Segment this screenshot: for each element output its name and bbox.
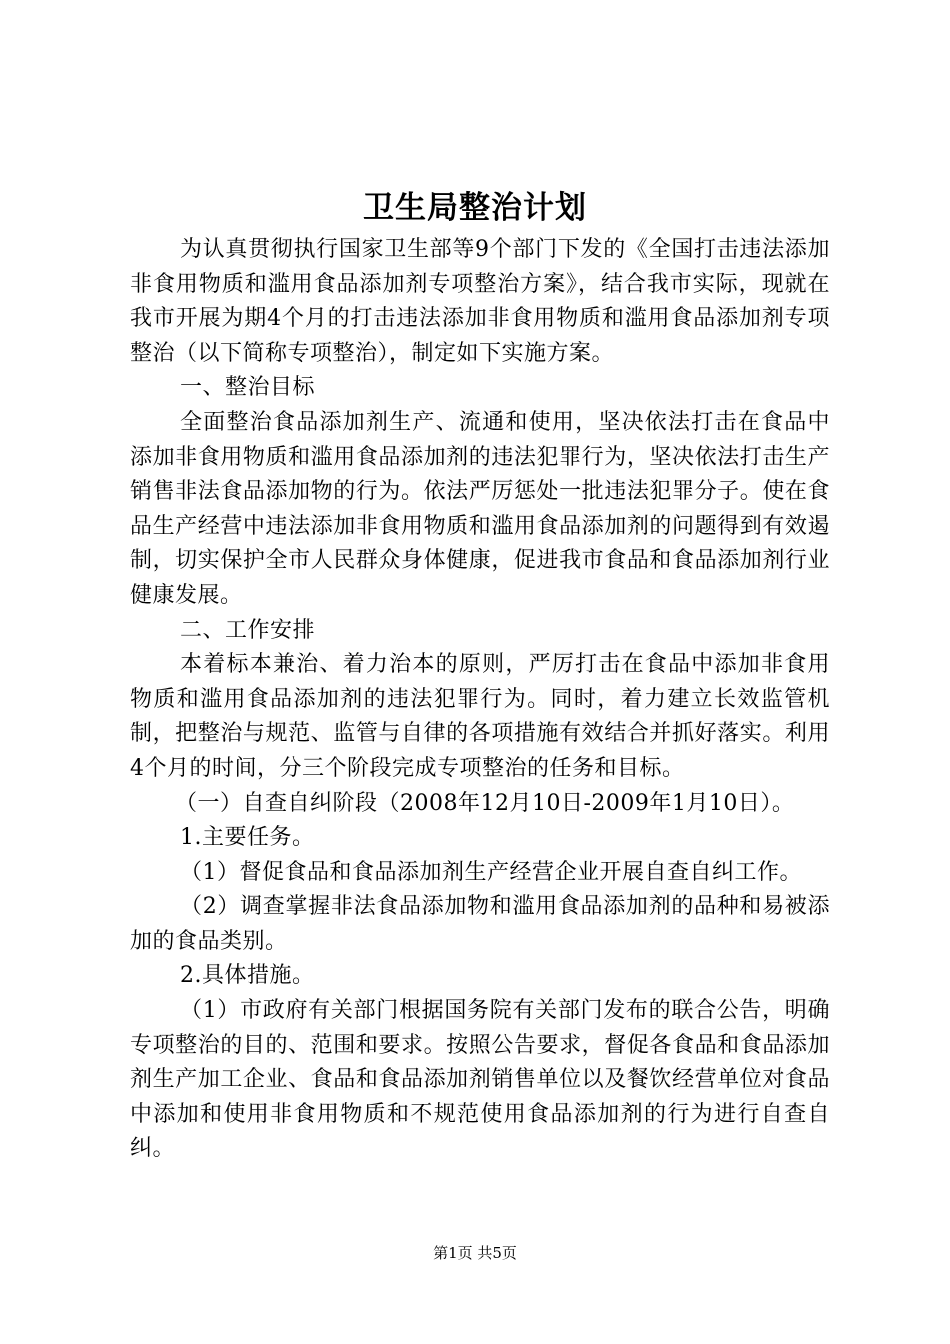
section-heading-arrangement: 二、工作安排 [180, 617, 316, 643]
document-body [130, 233, 830, 1167]
measures-heading: 2.具体措施。 [180, 963, 315, 989]
intro-paragraph: 为认真贯彻执行国家卫生部等9个部门下发的《全国打击违法添加非食用物质和滥用食品添加剂专项整治方案》，结合我市实际，现就在我市开展为期4个月的打击违法添加非食用物质和滥用食品添加剂专项整治（以下简称专项整治），制定如下实施方案。 [130, 237, 830, 366]
task-item-1: （1）督促食品和食品添加剂生产经营企业开展自查自纠工作。 [180, 859, 802, 885]
section-heading-goal: 一、整治目标 [180, 375, 316, 401]
task-item-2: （2）调查掌握非法食品添加物和滥用食品添加剂的品种和易被添加的食品类别。 [130, 894, 830, 954]
document-title: 卫生局整治计划 [363, 190, 587, 226]
measure-item-1: （1）市政府有关部门根据国务院有关部门发布的联合公告，明确专项整治的目的、范围和要求。按照公告要求，督促各食品和食品添加剂生产加工企业、食品和食品添加剂销售单位以及餐饮经营单位对食品中添加和使用非食用物质和不规范使用食品添加剂的行为进行自查自纠。 [130, 998, 830, 1162]
goal-paragraph: 全面整治食品添加剂生产、流通和使用，坚决依法打击在食品中添加非食用物质和滥用食品添加剂的违法犯罪行为，坚决依法打击生产销售非法食品添加物的行为。依法严厉惩处一批违法犯罪分子。使在食品生产经营中违法添加非食用物质和滥用食品添加剂的问题得到有效遏制，切实保护全市人民群众身体健康，促进我市食品和食品添加剂行业健康发展。 [130, 409, 830, 608]
phase-one-heading: （一）自查自纠阶段（2008年12月10日-2009年1月10日）。 [175, 790, 795, 816]
arrangement-paragraph: 本着标本兼治、着力治本的原则，严厉打击在食品中添加非食用物质和滥用食品添加剂的违法犯罪行为。同时，着力建立长效监管机制，把整治与规范、监管与自律的各项措施有效结合并抓好落实。利用4个月的时间，分三个阶段完成专项整治的任务和目标。 [130, 652, 830, 781]
main-tasks-heading: 1.主要任务。 [180, 825, 315, 851]
page-footer: 第1页 共5页 [433, 1244, 517, 1262]
